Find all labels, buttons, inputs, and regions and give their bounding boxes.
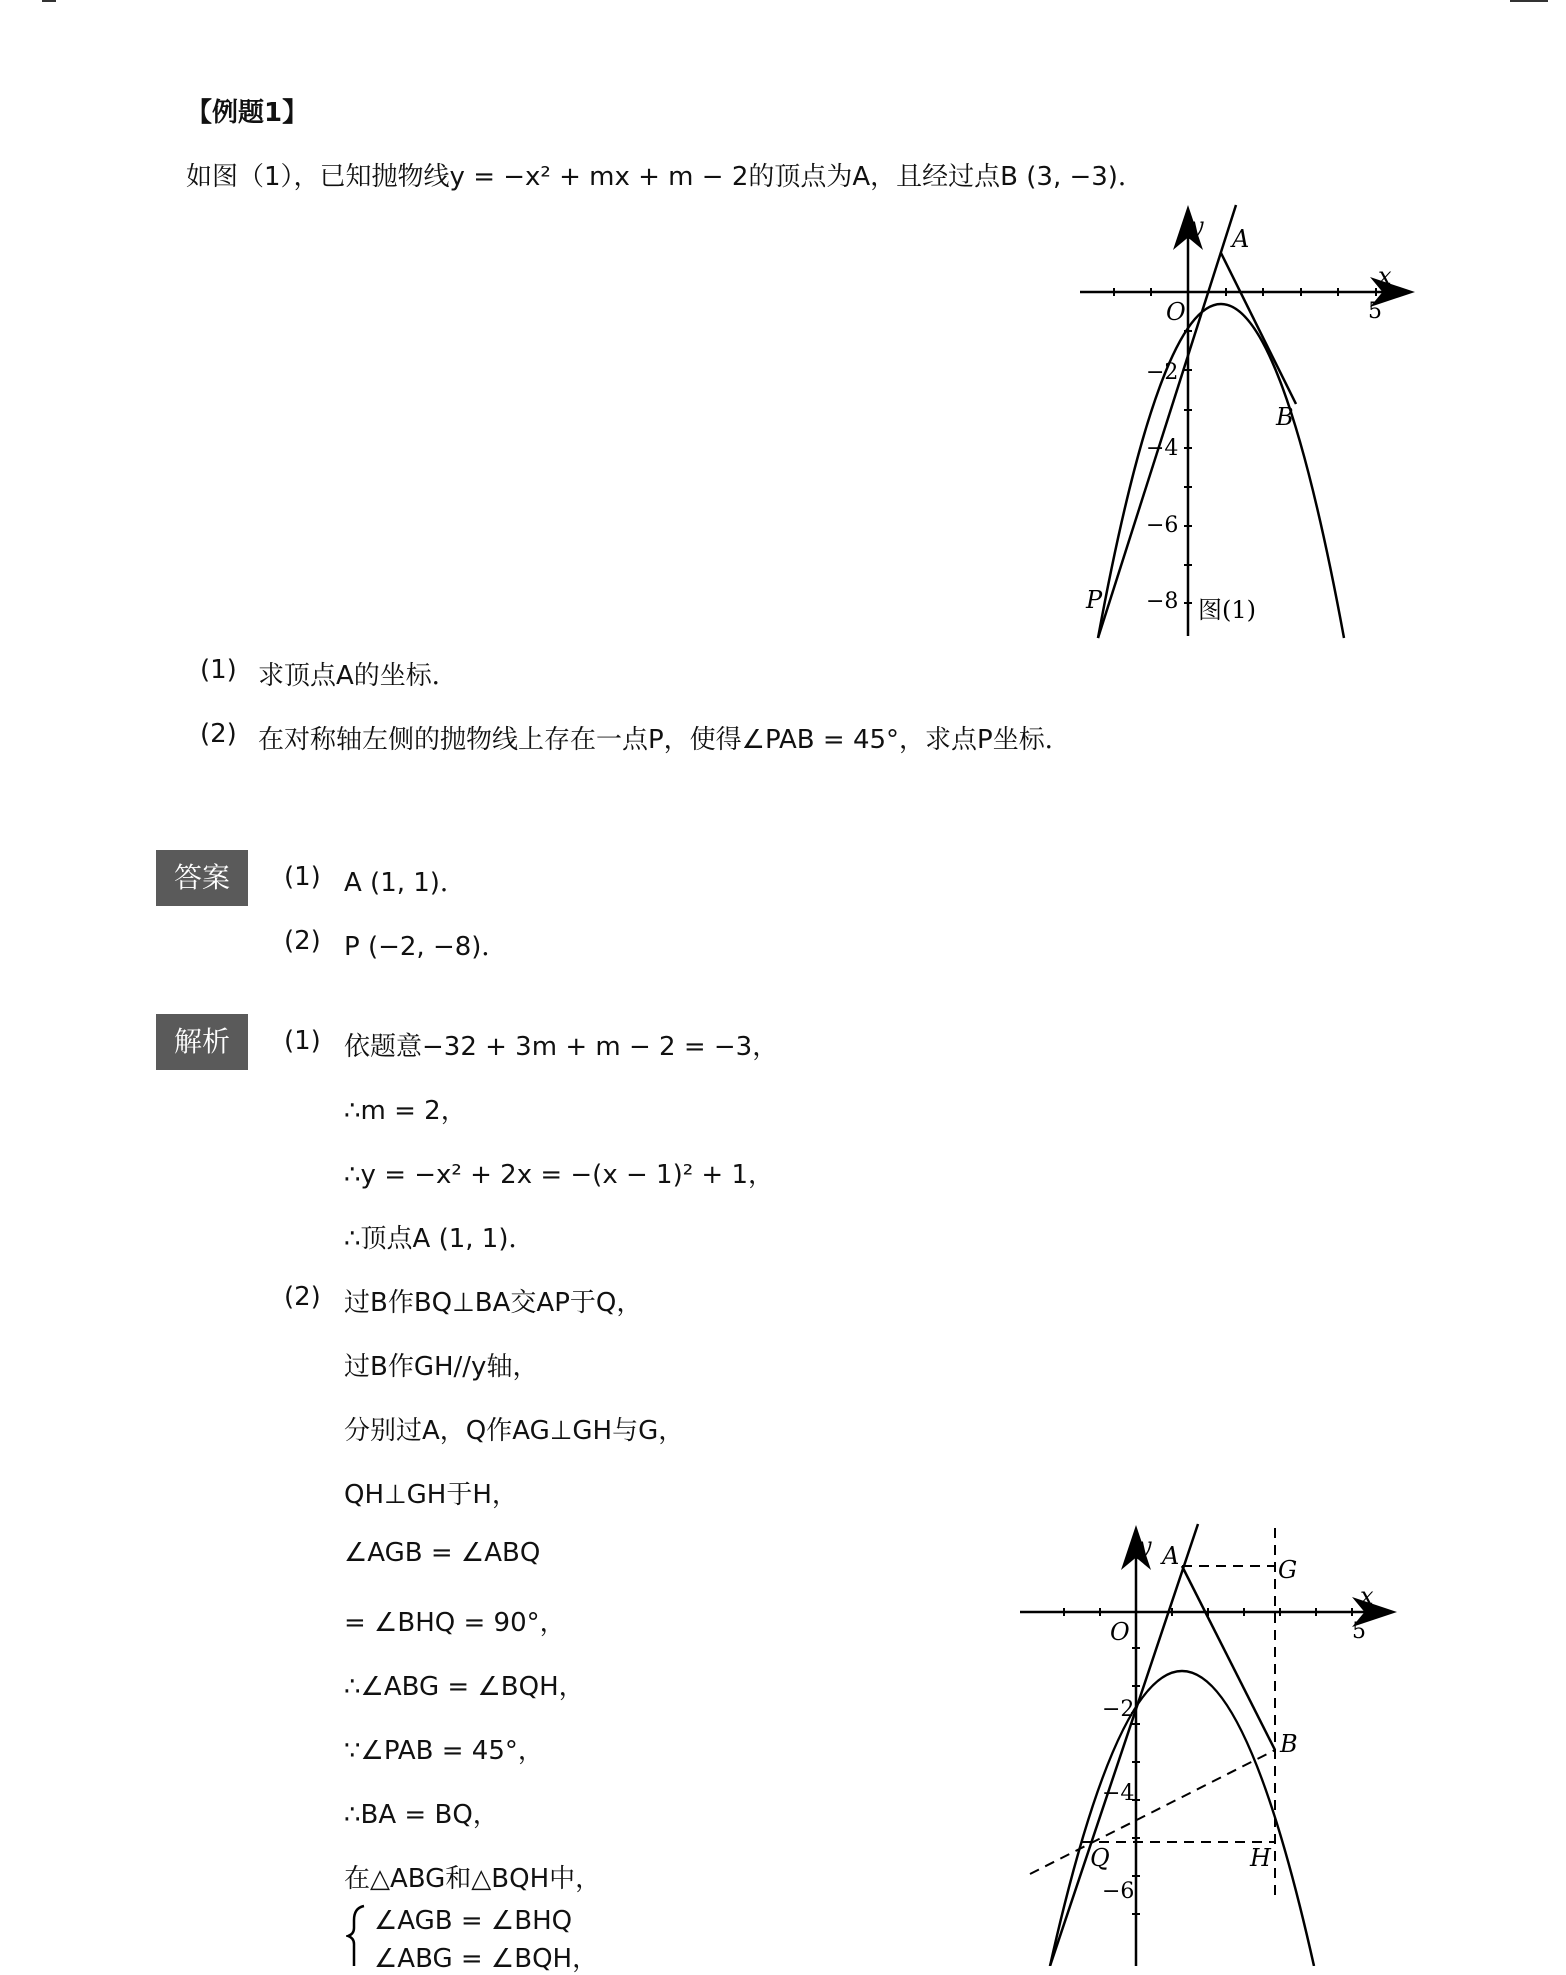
example-heading: 【例题1】 (186, 98, 309, 128)
point-h-label: H (1250, 1844, 1271, 1872)
page-corner-mark-right (1510, 0, 1548, 2)
answer-2-text: P (−2, −8)． (344, 932, 508, 962)
analysis-part1-line-4: ∴顶点A (1, 1)． (344, 1224, 535, 1254)
point-b-label: B (1280, 1730, 1298, 1758)
analysis-part2-line-7: ∴∠ABG = ∠BQH， (344, 1672, 585, 1702)
analysis-part1-line-2: ∴m = 2， (344, 1096, 467, 1126)
analysis-part1-num: (1) (284, 1026, 321, 1056)
point-g-label: G (1278, 1556, 1298, 1584)
answer-2-num: (2) (284, 926, 321, 956)
y-label: y (1190, 212, 1204, 240)
question-2-num: (2) (200, 719, 237, 749)
analysis-part2-line-8: ∵∠PAB = 45°， (344, 1736, 544, 1766)
answer-1-text: A (1, 1)． (344, 868, 466, 898)
origin-label: O (1166, 298, 1186, 326)
y-tick-neg2: −2 (1102, 1697, 1135, 1722)
question-1-num: (1) (200, 655, 237, 685)
y-tick-neg4: −4 (1102, 1781, 1135, 1806)
y-tick-neg4: −4 (1146, 436, 1179, 461)
analysis-part1-line-3: ∴y = −x² + 2x = −(x − 1)² + 1， (344, 1160, 774, 1190)
question-2-text: 在对称轴左侧的抛物线上存在一点P，使得∠PAB = 45°，求点P坐标． (258, 725, 1071, 755)
line-ab (1221, 253, 1296, 404)
analysis-part2-line-12: ∠ABG = ∠BQH， (374, 1944, 599, 1974)
figure-caption: 图(1) (1198, 596, 1256, 624)
analysis-part2-line-4: QH⊥GH于H， (344, 1480, 518, 1510)
parabola-curve (1098, 304, 1344, 638)
x-tick-5: 5 (1368, 299, 1382, 324)
analysis-part2-line-11: ∠AGB = ∠BHQ (374, 1906, 573, 1936)
line-ab (1182, 1566, 1275, 1750)
analysis-part2-line-5: ∠AGB = ∠ABQ (344, 1538, 541, 1568)
y-tick-neg8: −8 (1146, 589, 1179, 614)
question-1-text: 求顶点A的坐标． (258, 661, 458, 691)
analysis-part2-line-3: 分别过A，Q作AG⊥GH与G， (344, 1416, 685, 1446)
answer-tag: 答案 (156, 850, 248, 906)
analysis-part2-line-10: 在△ABG和△BQH中， (344, 1864, 602, 1894)
point-b-label: B (1276, 403, 1294, 431)
figure-1 (1070, 200, 1420, 640)
line-bq-dashed (1030, 1750, 1275, 1874)
y-tick-neg2: −2 (1146, 360, 1179, 385)
y-tick-neg6: −6 (1102, 1879, 1135, 1904)
y-tick-neg6: −6 (1146, 513, 1179, 538)
x-label: x (1360, 1582, 1374, 1610)
x-tick-5: 5 (1352, 1619, 1366, 1644)
page-corner-mark-left (42, 0, 56, 2)
analysis-part1-line-1: 依题意−32 + 3m + m − 2 = −3， (344, 1032, 779, 1062)
x-label: x (1378, 262, 1392, 290)
line-ap (1098, 205, 1236, 638)
point-a-label: A (1232, 225, 1250, 253)
y-label: y (1138, 1532, 1152, 1560)
origin-label: O (1110, 1618, 1130, 1646)
analysis-tag: 解析 (156, 1014, 248, 1070)
point-a-label: A (1162, 1542, 1180, 1570)
figure-2 (1010, 1520, 1410, 1966)
brace-icon (346, 1904, 370, 1966)
analysis-part2-line-9: ∴BA = BQ， (344, 1800, 499, 1830)
analysis-part2-line-2: 过B作GH//y轴， (344, 1352, 539, 1382)
point-p-label: P (1086, 586, 1103, 614)
analysis-part2-line-6: = ∠BHQ = 90°， (344, 1608, 566, 1638)
analysis-part2-num: (2) (284, 1282, 321, 1312)
analysis-part2-line-1: 过B作BQ⊥BA交AP于Q， (344, 1288, 643, 1318)
point-q-label: Q (1090, 1844, 1110, 1872)
example-statement: 如图（1），已知抛物线y = −x² + mx + m − 2的顶点为A，且经过点B (3, −3)． (186, 162, 1144, 192)
answer-1-num: (1) (284, 862, 321, 892)
